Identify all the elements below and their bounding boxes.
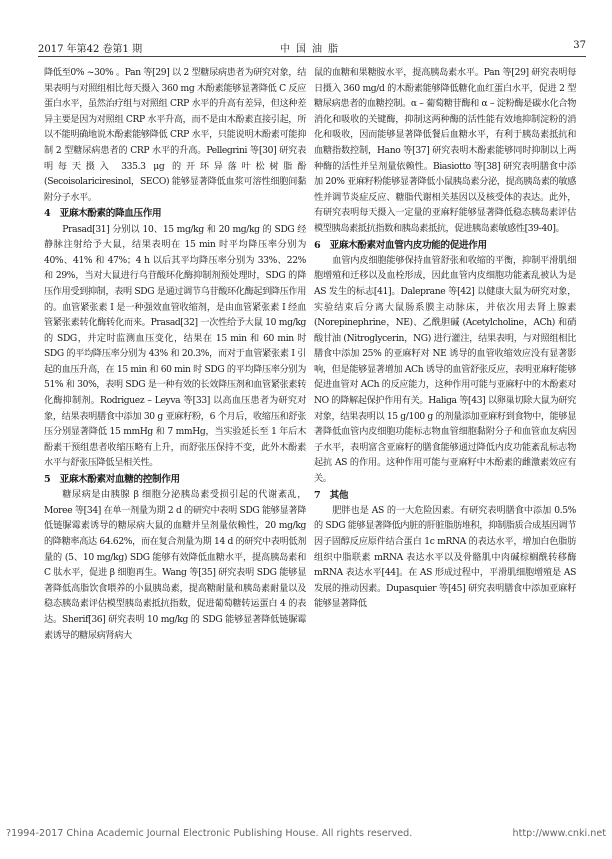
running-header: [38, 40, 586, 57]
footer: [0, 824, 612, 844]
page-number: 37: [573, 40, 586, 51]
paragraph-glucose-cont: 鼠的血糖和果糖胺水平，提高胰岛素水平。Pan 等[29] 研究表明每日摄入 360 mg/d 的木酚素能够降低糖化血红蛋白水平，促进 2 型糖尿病患者的血糖控制。α – 葡萄糖苷酶和 α – 淀粉酶是碳水化合物消化和吸收的关键酶，抑制这两种酶的活性能有效地抑制淀粉的消化和吸收，因而能够显著降低餐后血糖水平，有利于胰岛素抵抗和血糖指数控制，Hano 等[37] 研究表明木酚素能够同时抑制以上两种酶的活性并呈剂量依赖性。Biasiotto 等[38] 研究表明膳食中添加 20% 亚麻籽粉能够显著降低小鼠胰岛素分泌，提高胰岛素的敏感性并调节炎症反应、糖脂代谢相关基因以及核受体的表达。此外，有研究表明每天摄入一定量的亚麻籽能够显著降低稳态胰岛素评估模型胰岛素抵抗指数和胰岛素抵抗，促进胰岛素敏感性[39-40]。: [314, 68, 576, 234]
journal-title: 中国油脂: [280, 44, 344, 55]
section-heading-6: 6 亚麻木酚素对血管内皮功能的促进作用: [314, 239, 487, 251]
section-heading-5: 5 亚麻木酚素对血糖的控制作用: [44, 474, 180, 486]
paragraph-crp: 降低至0% ~30% 。Pan 等[29] 以 2 型糖尿病患者为研究对象，结果表明与对照组相比每天摄入 360 mg 木酚素能够显著降低 C 反应蛋白水平，虽然治疗组与对照组 CRP 水平的升高有差异，但这种差异主要是因为对照组 CRP 水平升高，而不是由木酚素直接引起，所以不能明确地说木酚素能够降低 CRP 水平，只能说明木酚素可能抑制 2 型糖尿病患者的 CRP 水平的升高。Pellegrini 等[30] 研究表明每天摄入 335.3 μg 的开环异落叶松树脂酚 (Secoisolariciresinol，SECO) 能够显著降低血浆可溶性细胞间黏附分子水平。: [44, 68, 306, 203]
paragraph-blood-glucose: 糖尿病是由胰腺 β 细胞分泌胰岛素受损引起的代谢紊乱，Moree 等[34] 在单一剂量为期 2 d 的研究中表明 SDG 能够显著降低链脲霉素诱导的糖尿病大鼠的血糖并呈剂量依赖性，20 mg/kg 的降糖率高达 64.62%，而在复合剂量为期 14 d 的研究中表明低剂量的 (5、10 mg/kg) SDG 能够有效降低血糖水平，提高胰岛素和 C 肽水平，促进 β 细胞再生。Wang 等[35] 研究表明 SDG 能够显著降低高脂饮食喂养的小鼠胰岛素，提高糖耐量和胰岛素耐量以及稳态胰岛素评估模型胰岛素抵抗指数，促进葡萄糖转运蛋白 4 的表达。Sherif[36] 研究表明 10 mg/kg 的 SDG 能够显著降低链脲霉素诱导的糖尿病肾病大: [44, 490, 306, 641]
journal-issue: 2017 年第42 卷第1 期: [38, 44, 143, 55]
copyright-notice: ?1994-2017 China Academic Journal Electronic Publishing House. All rights reserved.: [6, 828, 413, 839]
section-heading-4: 4 亚麻木酚素的降血压作用: [44, 208, 162, 220]
paragraph-endothelial: 血管内皮细胞能够保持血管舒张和收缩的平衡，抑制平滑肌细胞增殖和迁移以及血栓形成，因此血管内皮细胞功能紊乱被认为是 AS 发生的标志[41]。Daleprane 等[42] 以健康大鼠为研究对象，实验结束后分离大鼠肠系膜主动脉床，并依次用去肾上腺素 (Norepinephrine，NE)、乙酰胆碱 (Acetylcholine，ACh) 和硝酸甘油 (Nitroglycerin，NG) 进行灌注，结果表明，与对照组相比膳食中添加 25% 的亚麻籽对 NE 诱导的血管收缩效应没有显著影响，但是能够显著增加 ACh 诱导的血管舒张反应，表明亚麻籽能够促进血管对 ACh 的反应能力，这种作用可能与亚麻籽中的木酚素对 NO 的降解起保护作用有关。Haliga 等[43] 以卵巢切除大鼠为研究对象，结果表明以 15 g/100 g 的剂量添加亚麻籽到食物中，能够显著降低血管内皮细胞功能标志物血管细胞黏附分子和血管血友病因子水平，表明富含亚麻籽的膳食能够通过降低内皮功能紊乱标志物起抗 AS 的作用。这种作用可能与亚麻籽中木酚素的雌激素效应有关。: [314, 255, 576, 485]
paragraph-other: 肥胖也是 AS 的一大危险因素。有研究表明膳食中添加 0.5% 的 SDG 能够显著降低内脏的肝脏脂肪堆积，抑制脂质合成基因调节因子固醇反应原件结合蛋白 1c mRNA 的表达水平，增加白色脂肪组织中脂联素 mRNA 表达水平以及骨骼肌中肉碱棕榈酰转移酶 mRNA 表达水平[44]。在 AS 形成过程中，平滑肌细胞增殖是 AS 发展的推动因素。Dupasquier 等[45] 研究表明膳食中添加亚麻籽能够显著降低: [314, 505, 576, 610]
paragraph-blood-pressure: Prasad[31] 分别以 10、15 mg/kg 和 20 mg/kg 的 SDG 经静脉注射给予大鼠，结果表明在 15 min 时平均降压率分别为 40%、41% 和 47%；4 h 以后其平均降压率分别为 33%、22% 和 29%，当对大鼠进行乌苷酸环化酶抑制剂预处理时，SDG 的降压作用受到抑制，表明 SDG 是通过调节乌苷酸环化酶起到降压作用的。血管紧张素 I 是一种强效血管收缩剂，是由血管紧张素 I 经血管紧张素转化酶转化而来。Prasad[32] 一次性给予大鼠 10 mg/kg 的 SDG，并定时监测血压变化，结果在 15 min 和 60 min 时 SDG 的平均降压率分别为 43% 和 20.3%，而对于血管紧张素 I 引起的血压升高，在 15 min 和 60 min 时 SDG 的平均降压率分别为 51% 和 30%，表明 SDG 是一种有效的长效降压剂和血管紧张素转化酶抑制剂。Rodriguez – Leyva 等[33] 以高血压患者为研究对象，结果表明膳食中添加 30 g 亚麻籽粉，6 个月后，收缩压和舒张压分别显著降低 15 mmHg 和 7 mmHg，当实验延长至 1 年后木酚素干预组患者收缩压略有上升，而舒张压保持不变，此外木酚素水平与舒张压降低呈相关性。: [44, 224, 306, 469]
left-column: [44, 66, 306, 644]
footer-link[interactable]: http://www.cnki.net: [512, 828, 606, 839]
right-column: [314, 66, 576, 613]
section-heading-7: 7 其他: [314, 489, 349, 501]
